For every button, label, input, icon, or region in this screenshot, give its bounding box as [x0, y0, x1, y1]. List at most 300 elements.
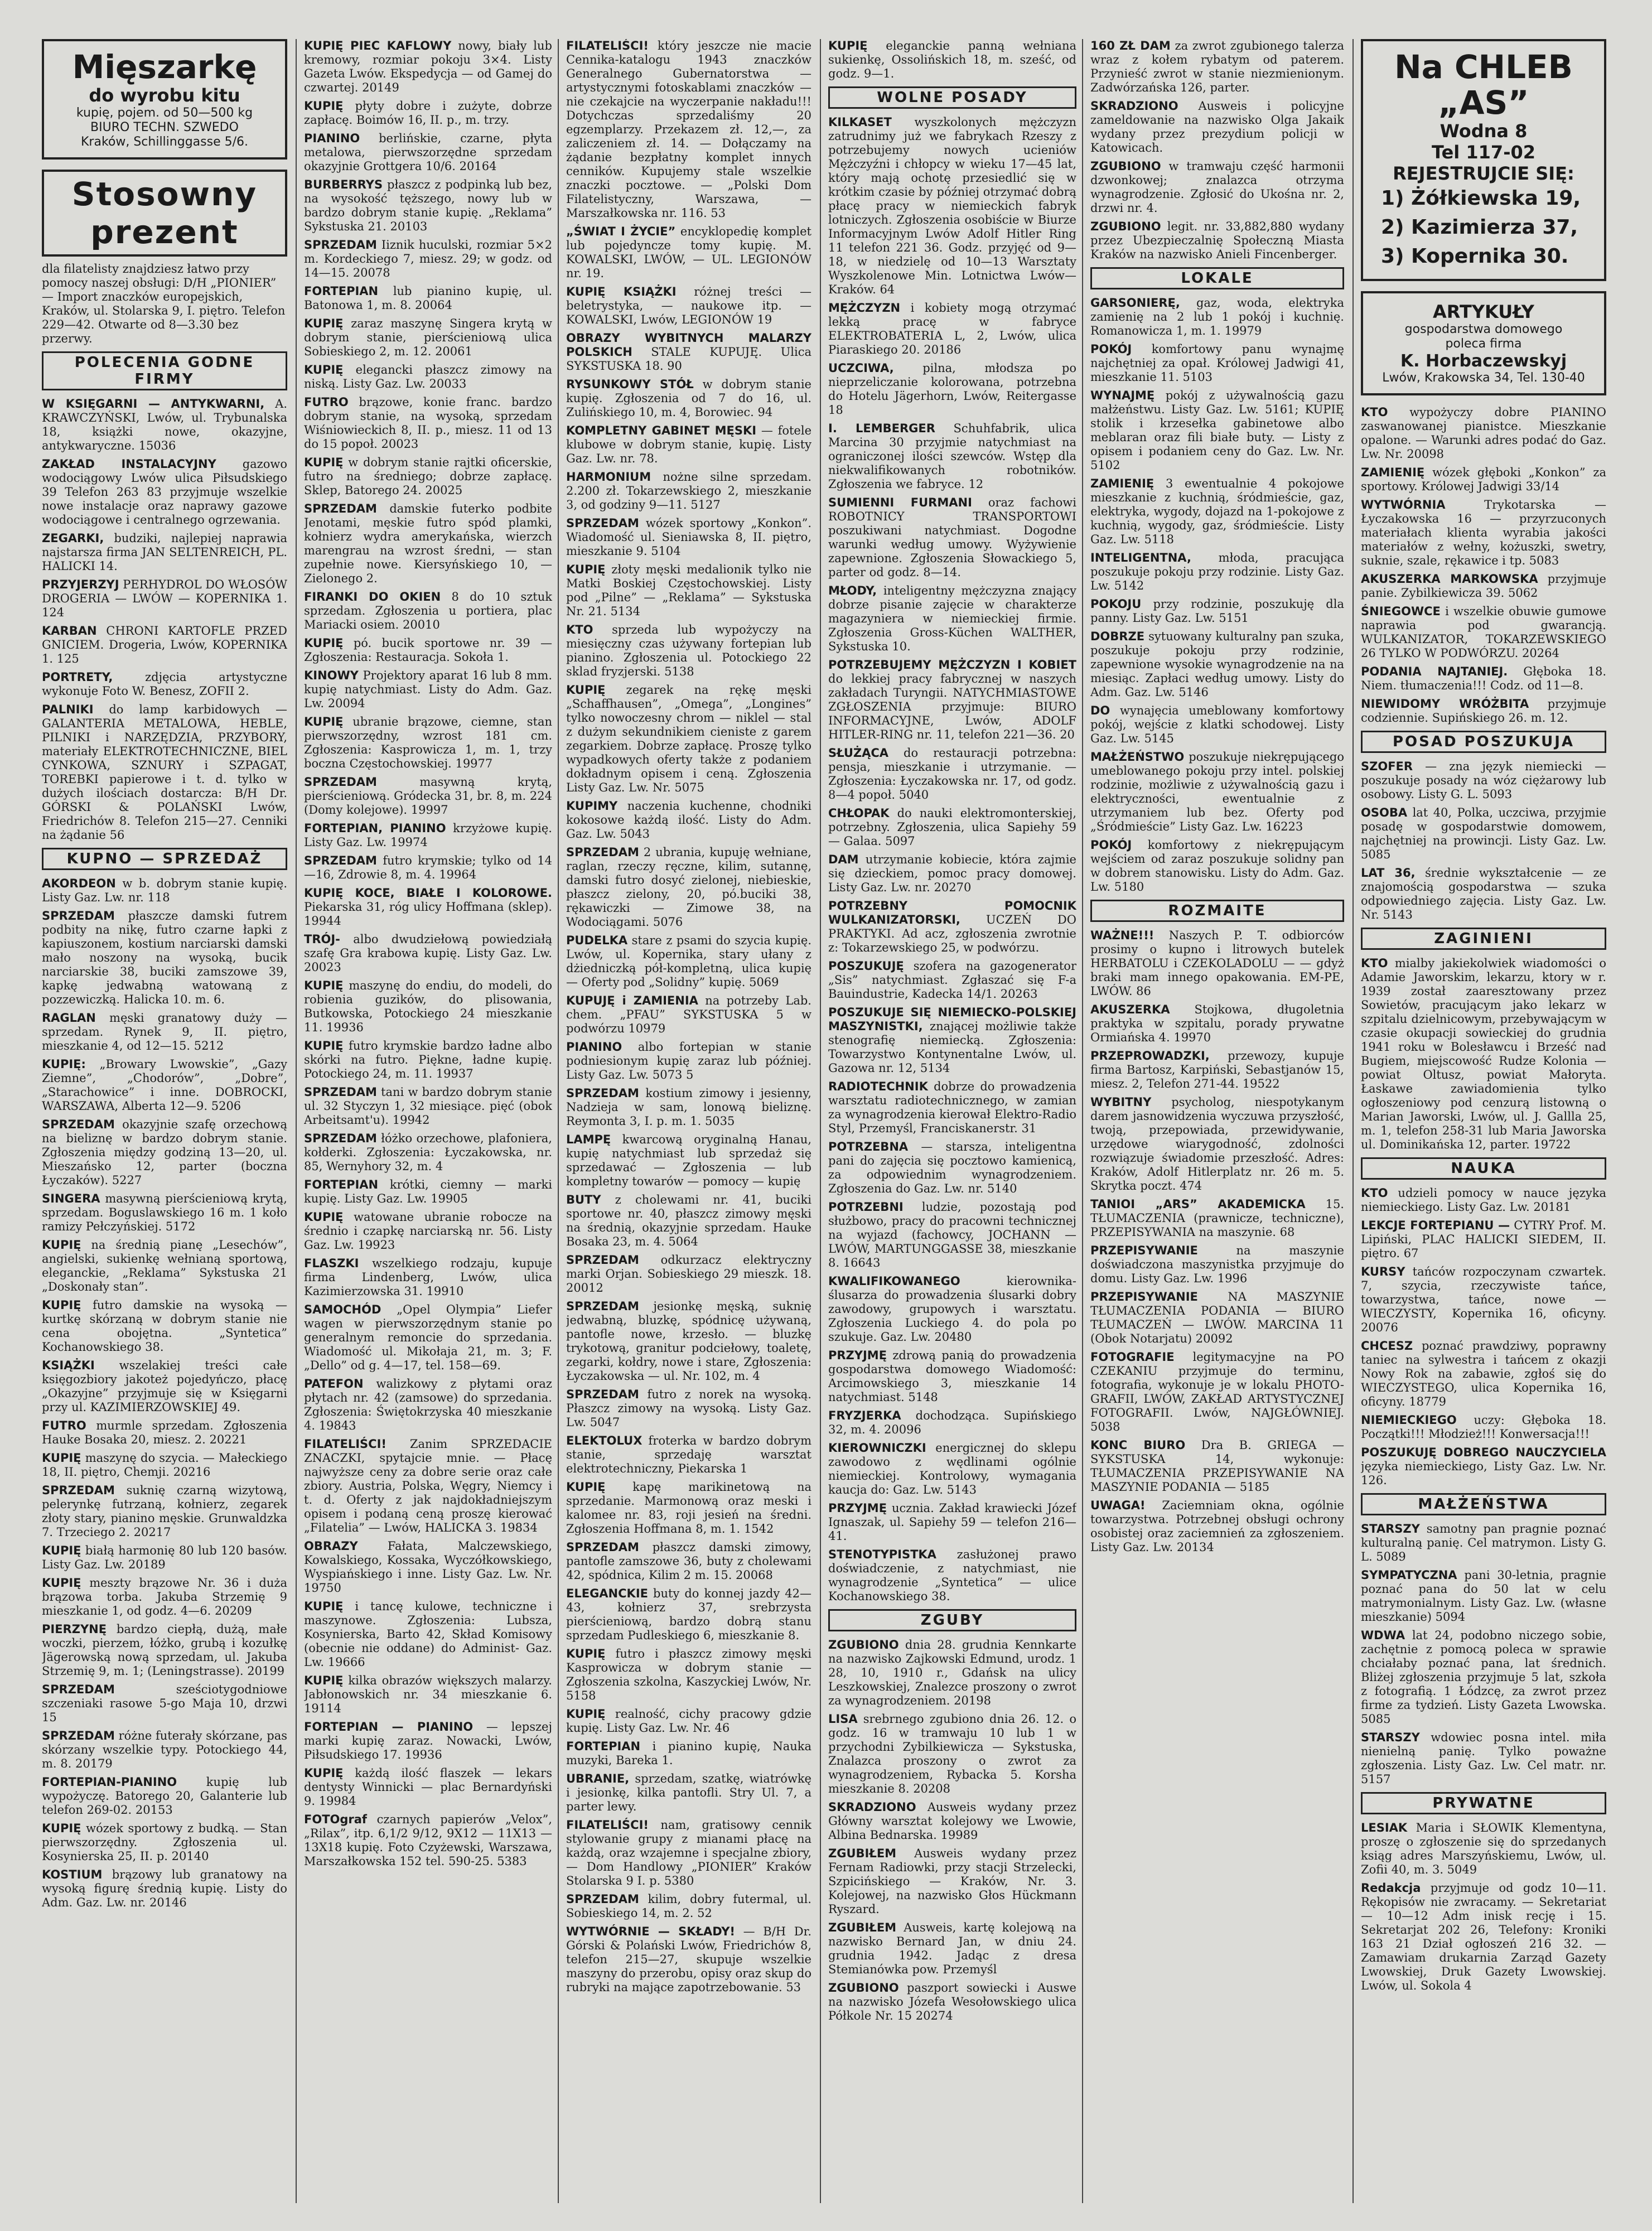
ad-text: maszynę do szycia. — Małeckiego 18, II. piętro, Chemji. 20216 [42, 1451, 287, 1479]
ad-text: PERHYDROL DO WŁOSÓW DROGERIA — LWÓW — KOPERNIKA 1. 124 [42, 578, 287, 619]
ad-keyword: ZGUBIONO [828, 1981, 899, 1995]
ad-keyword: RADIOTECHNIK [828, 1080, 928, 1093]
ad-text: w dobrym stanie kupię. Zgłoszenia od 7 do 16, ul. Zulińskiego 10, m. 4, Borowiec. 94 [566, 378, 811, 419]
ad-text: za zwrot zgubionego talerza wraz z kołem rybatym od paterem. Przynieść zwrot w stanie niezmienionym. Zadwórzańska 126, parter. [1090, 39, 1344, 94]
classified-ad [1361, 1186, 1606, 1214]
section-heading: ZGUBY [828, 1609, 1076, 1631]
classified-ad [1361, 760, 1606, 801]
classified-ad [828, 1274, 1076, 1344]
ad-keyword: MĘŻCZYZN [828, 301, 901, 315]
ad-keyword: FILATELIŚCI! [304, 1437, 387, 1451]
ad-keyword: SPRZEDAM [304, 854, 377, 867]
ad-text: ucznia. Zakład krawiecki Józef Ignaszak, ul. Sapiehy 59 — telefon 216—41. [828, 1501, 1076, 1543]
ad-text: w dobrym stanie rajtki oficerskie, futro na średniego; dobrze zapłacę. Sklep, Batorego 24. 20025 [304, 456, 552, 497]
ad-keyword: SPRZEDAM [42, 1118, 115, 1131]
classified-ad [566, 1300, 811, 1383]
ad-text: wszelkiego rodzaju, kupuje firma Lindenberg, Lwów, ulica Kazimierzowska 31. 19910 [304, 1257, 552, 1298]
classified-ad [42, 1451, 287, 1479]
ad-keyword: STARSZY [1361, 1522, 1420, 1535]
classified-ad [42, 1419, 287, 1447]
ad-text: w b. dobrym stanie kupię. Listy Gaz. Lw. nr. 118 [42, 877, 287, 904]
classified-ad [566, 1925, 811, 1995]
classified-ad [1090, 630, 1344, 699]
classified-ad [828, 1006, 1076, 1075]
ad-keyword: ZAKŁAD INSTALACYJNY [42, 457, 216, 471]
ad-keyword: AKUSZERKA MARKOWSKA [1361, 572, 1538, 586]
ad-keyword: BUTY [566, 1193, 601, 1206]
ad-text: samotny pan pragnie poznać kulturalną panię. Cel matrymon. Listy G. L. 5089 [1361, 1522, 1606, 1563]
ad-text: „Browary Lwowskie”, „Gazy Ziemne”, „Chodorów”, „Dobre”, „Starachowice” i inne. DOBROCKI, WARSZAWA, Alberta 12—9. 5206 [42, 1057, 287, 1113]
classified-ad [828, 1200, 1076, 1270]
ad-text: energicznej do sklepu zawodowo z wędlinami ogólnie niemieckiej. Kontrolowy, wymagania kaucja do: Gaz. Lw. 5143 [828, 1441, 1076, 1496]
classified-ad [42, 1118, 287, 1187]
ad-keyword: PUDELKA [566, 934, 628, 947]
ad-text: stare z psami do szycia kupię. Lwów, ul. Kopernika, stary ułany z dżiedniczką pół-kompletną, ulica kupię — Oferty pod „Solidny” kupię. 5069 [566, 934, 811, 989]
classified-ad [566, 1388, 811, 1430]
box-title: Na CHLEB [1394, 48, 1573, 86]
ad-keyword: ZGUBIŁEM [828, 1847, 897, 1860]
classified-ad [304, 1257, 552, 1298]
classified-ad [1361, 1219, 1606, 1261]
ad-keyword: FUTRO [304, 395, 349, 409]
ad-text: dla filatelisty znajdziesz łatwo przy pomocy naszej obsługi: D/H „PIONIER” — Import znaczków europejskich, Kraków, ul. Stolarska 9, I. piętro. Telefon 229—42. Otwarte od 8—3.30 bez przerwy. [42, 262, 286, 345]
ad-keyword: KUPIĘ [304, 715, 344, 728]
ad-keyword: KUPIĘ [304, 1039, 344, 1052]
classified-ad [566, 623, 811, 679]
ad-keyword: KURSY [1361, 1265, 1405, 1278]
ad-keyword: AKORDEON [42, 877, 116, 890]
ad-text: znającej możliwie także stenografię niemiecką. Zgłoszenia: Towarzystwo Kontynentalne Lwów, ul. Gazowa nr. 12, 5134 [828, 1020, 1076, 1075]
ad-text: suknię czarną wizytową, pelerynkę futrzaną, kołnierz, zegarek złoty stary, pianino męskie. Grunwaldzka 7. Trzeciego 2. 20217 [42, 1484, 287, 1539]
ad-text: futro i płaszcz zimowy męski Kasprowicza w dobrym stanie — Zgłoszenia szkolna, Kaszyckiej Lwów, Nr. 5158 [566, 1647, 811, 1702]
box-line: Tel 117-02 [1432, 142, 1535, 163]
classified-ad [828, 959, 1076, 1001]
ad-text: naczenia kuchenne, chodniki kokosowe każdą ilość. Listy do Adm. Gaz. Lw. 5043 [566, 799, 811, 841]
classified-ad [42, 670, 287, 698]
ad-keyword: KUPIĘ [304, 1766, 344, 1780]
ad-text: kostium zimowy i jesienny, Nadzieja w sam, lonową bieliznę. Reymonta 3, I. p. m. 1. 5035 [566, 1086, 811, 1128]
ad-keyword: KUPIĘ [304, 636, 344, 650]
ad-keyword: ZAMIENIĘ [1361, 466, 1425, 479]
classified-ad [1361, 806, 1606, 862]
ad-text: oraz fachowi ROBOTNICY TRANSPORTOWI poszukiwani natychmiast. Dogodne warunki według umowy. Wyżywienie zapewnione. Zgłoszenia Słowackiego 5, parter od godz. 8—14. [828, 496, 1076, 579]
ad-text: młoda, pracująca poszukuje pokoju przy rodzinie. Listy Gaz. Lw. 5142 [1090, 551, 1344, 592]
ad-keyword: SUMIENNI FURMANI [828, 496, 972, 509]
box-line: BIURO TECHN. SZWEDO [90, 120, 239, 134]
ad-text: A. KRAWCZYŃSKI, Lwów, ul. Trybunalska 18, książki nowe, okazyjne, antykwaryczne. 15036 [42, 397, 287, 452]
ad-keyword: SŁUŻĄCA [828, 746, 889, 760]
ad-keyword: KUPIĘ [304, 363, 344, 376]
ad-text: zdjęcia artystyczne wykonuje Foto W. Benesz, ZOFII 2. [42, 670, 287, 698]
ad-text: Zanim SPRZEDACIE ZNACZKI, spytajcie mnie. — Płacę najwyższe ceny za dobre serie oraz całe zbiory. Austria, Polska, Węgry, Niemcy i t. d. Oferty z jak najdokładniejszym opisem i podaną ceną proszę kierować „Filatelia” — Lwów, HALICKA 3. 19834 [304, 1437, 552, 1534]
ad-keyword: POSZUKUJĘ [828, 959, 904, 973]
classified-ad [1090, 39, 1344, 95]
classified-ad [828, 1548, 1076, 1604]
ad-keyword: KINOWY [304, 669, 359, 682]
ad-keyword: FIRANKI DO OKIEN [304, 590, 441, 603]
ad-text: albo fortepian w stanie podniesionym kupię zaraz lub później. Listy Gaz. Lw. 5073 5 [566, 1040, 811, 1081]
ad-keyword: KUPIĘ [42, 1451, 81, 1465]
section-heading: ZAGINIENI [1361, 928, 1606, 950]
box-address: 3) Kopernika 30. [1381, 245, 1569, 268]
ad-box-mieszarke [42, 39, 287, 160]
ad-text: ludzie, pozostają pod służbowo, pracy do pracowni technicznej na wyjazd (fachowcy, JOCHANN — LWÓW, MARTUNGGASSE 38, mieszkanie 8. 16643 [828, 1200, 1076, 1269]
ad-keyword: GARSONIERĘ, [1090, 296, 1180, 310]
classified-ad [566, 516, 811, 558]
ad-keyword: KUPIĘ [566, 683, 606, 697]
classified-ad [828, 39, 1076, 81]
ad-keyword: UBRANIE, [566, 1772, 630, 1785]
classified-ad [304, 1303, 552, 1373]
ad-keyword: KUPIĘ [828, 39, 868, 52]
ad-keyword: PALNIKI [42, 703, 94, 716]
ad-text: Ausweis wydany przez Główny warsztat kolejowy we Lwowie, Albina Bednarska. 19989 [828, 1800, 1076, 1842]
ad-text: zasłużonej prawo doświadczenie, z natychmiast, nie wynagrodzenie „Syntetica” — ulice Kochanowskiego 38. [828, 1548, 1076, 1603]
classified-ad [1090, 1290, 1344, 1346]
classified-ad [828, 1800, 1076, 1842]
box-line: kupię, pojem. od 50—500 kg [76, 106, 253, 120]
ad-keyword: MAŁŻEŃSTWO [1090, 750, 1185, 764]
ad-text: lat 40, Polka, uczciwa, przyjmie posadę w gospodarstwie domowem, najchętniej na prowincji. Listy Gaz. Lw. 5085 [1361, 806, 1606, 861]
classified-ad [304, 1539, 552, 1595]
ad-keyword: AKUSZERKA [1090, 1003, 1170, 1016]
classified-ad [304, 1437, 552, 1535]
classified-ad [566, 39, 811, 220]
ad-keyword: FORTEPIAN [304, 1178, 379, 1191]
ad-keyword: LESIAK [1361, 1821, 1408, 1834]
classified-ad [42, 1359, 287, 1414]
ad-text: sprzedam, szatkę, wiatrówkę i jesionkę, kilka pantofli. Stry Ul. 7, a parter lewy. [566, 1772, 811, 1813]
ad-keyword: KILKASET [828, 115, 892, 129]
ad-keyword: TANIOI „ARS” AKADEMICKA [1090, 1197, 1306, 1211]
classified-ad [1361, 1568, 1606, 1624]
ad-text: Ausweis wydany przez Fernam Radiowki, przy stacji Strzelecki, Szpicińskiego — Kraków, Nr. 3. Kolejowej, na nazwisko Głos Hückmann Ryszard. [828, 1847, 1076, 1916]
classified-ad [1090, 1095, 1344, 1193]
ad-keyword: SPRZEDAM [566, 1892, 639, 1906]
ad-keyword: KTO [1361, 405, 1388, 419]
ad-keyword: I. LEMBERGER [828, 422, 935, 435]
ad-keyword: CHŁOPAK [828, 807, 890, 820]
ad-keyword: UCZCIWA, [828, 361, 894, 375]
ad-keyword: KUPIĘ [304, 99, 344, 113]
ad-keyword: DOBRZE [1090, 630, 1145, 643]
classified-ad [304, 39, 552, 95]
ad-text: Ausweis i policyjne zameldowanie na nazwisko Olga Jakaik wydany przez prezydium policji w Katowicach. [1090, 99, 1344, 154]
classified-ad [828, 422, 1076, 491]
ad-keyword: KONC BIURO [1090, 1438, 1186, 1452]
ad-text: Dra B. GRIEGA — SYKSTUSKA 14, wykonuje: TŁUMACZENIA PRZEPISYWANIE NA MASZYNIE PODANIA — 5185 [1090, 1438, 1344, 1494]
ad-keyword: WYNAJMĘ [1090, 389, 1155, 402]
ad-keyword: POTRZEBUJEMY MĘŻCZYZN I KOBIET [828, 658, 1076, 672]
ad-text: uczy: Głęboka 18. Początki!!! Młodzież!!! Konwersacja!!! [1361, 1413, 1606, 1441]
ad-text: albo dwudziełową powiedziałą szafę Gra krabowa kupię. Listy Gaz. Lw. 20023 [304, 933, 552, 974]
classified-ad [1090, 220, 1344, 262]
ad-text: z cholewami nr. 41, buciki sportowe nr. 40, płaszcz zimowy męski na średnią, okazyjnie sprzedam. Hauke Bosaka 23, m. 4. 5064 [566, 1193, 811, 1248]
classified-ad [566, 1647, 811, 1703]
classified-ad [566, 225, 811, 281]
classified-ad [566, 470, 811, 512]
classified-ad [828, 361, 1076, 417]
ad-keyword: WDWA [1361, 1629, 1405, 1642]
classified-ad [304, 822, 552, 849]
ad-text: wypożyczy dobre PIANINO zaswanowanej pianistce. Mieszkanie opalone. — Warunki adres podać do Gaz. Lw. Nr. 20098 [1361, 405, 1606, 461]
ad-keyword: KUPIĘ [304, 1600, 344, 1613]
ad-text: który jeszcze nie macie Cennika-katalogu 1943 znaczków Generalnego Gubernatorstwa — artystycznymi fotoskablami znaczków — nie czekajcie na wyczerpanie nakładu!!! Dotychczas sprzedaliśmy 20 egzemplarzy. Przekazem zł. 12,—, za zaliczeniem zł. 14. — Dołączamy na żądanie bezpłatny komplet innych cenników. Kupujemy stale wszelkie znaczki pocztowe. — „Polski Dom Filatelistyczny, Warszawa, — Marszałkowska nr. 116. 53 [566, 39, 811, 220]
classified-ad [828, 1847, 1076, 1916]
column-6 [1361, 39, 1606, 2225]
ad-text: eleganckie panną wełniana sukienkę, Ossolińskich 18, m. sześć, od godz. 9—1. [828, 39, 1076, 80]
ad-text: przyjmuje od godz 10—11. Rękopisów nie zwracamy. — Sekretariat — 10—12 Adm inisk recję i 15. Sekretarjat 202 26, Telefony: Kroniki 163 21 Dział ogłoszeń 216 32. — Zamawiam drukarnia Zarząd Gazety Lwowskiej, Druk Gazety Lwowskiej. Lwów, ul. Sokola 4 [1361, 1881, 1606, 1992]
ad-text: legit. nr. 33,882,880 wydany przez Ubezpieczalnię Społeczną Miasta Kraków na nazwisko Anieli Fincenberger. [1090, 220, 1344, 261]
classified-ad [304, 590, 552, 632]
classified-ad [1090, 342, 1344, 384]
ad-text: nam, gratisowy cennik stylowanie grupy z mianami płacę na każdą, oraz wzajemne i specjalne zbiory, — Dom Handlowy „PIONIER” Kraków Stolarska 9 I. p. 5380 [566, 1818, 811, 1887]
classified-ad [304, 284, 552, 312]
classified-ad [42, 1729, 287, 1771]
ad-keyword: WYTWÓRNIA [1361, 498, 1446, 511]
ad-keyword: KUPIĘ [304, 456, 344, 469]
ad-keyword: SINGERA [42, 1192, 100, 1205]
ad-text: Trykotarska — Łyczakowska 16 — przyrzuconych materiałach klienta wyrabia jakości materiałów z wełny, kożuszki, swetry, suknie, szale, rękawice i tp. 5083 [1361, 498, 1606, 567]
ad-text: sytuowany kulturalny pan szuka, poszukuje pokoju przy rodzinie, zapewnione wysokie wynagrodzenie na na miesiąc. Zapłaci według umowy. Listy do Adm. Gaz. Lw. 5146 [1090, 630, 1344, 699]
ad-list [1361, 405, 1606, 1993]
ad-text: elegancki płaszcz zimowy na niską. Listy Gaz. Lw. 20033 [304, 363, 552, 390]
classified-ad [828, 1441, 1076, 1497]
ad-keyword: FOTOGRAFIE [1090, 1350, 1175, 1364]
ad-keyword: POSZUKUJĘ DOBREGO NAUCZYCIELA [1361, 1446, 1606, 1459]
ad-keyword: PIANINO [304, 132, 360, 145]
classified-ad [1090, 477, 1344, 547]
classified-ad [1090, 1438, 1344, 1494]
ad-text: brązowy lub granatowy na wysoką figurę średnią kupię. Listy do Adm. Gaz. Lw. nr. 20146 [42, 1868, 287, 1909]
classified-ad [304, 363, 552, 391]
ad-text: realność, cichy pracowy gdzie kupię. Listy Gaz. Lw. Nr. 46 [566, 1707, 811, 1735]
ad-keyword: FORTEPIAN-PIANINO [42, 1775, 177, 1789]
ad-keyword: POKÓJ [1090, 342, 1132, 356]
ad-keyword: SPRZEDAM [42, 1729, 115, 1742]
classified-ad [304, 1674, 552, 1716]
classified-ad [42, 1057, 287, 1113]
ad-text: futro krymskie bardzo ładne albo skórki na futro. Piękne, ładne kupię. Potockiego 24, m. 11. 19937 [304, 1039, 552, 1080]
ad-text: gazowo wodociągowy Lwów ulica Piłsudskiego 39 Telefon 263 83 przyjmuje wszelkie nowe instalacje oraz naprawy gazowe wodociągowe i centralnego ogrzewania. [42, 457, 287, 527]
ad-keyword: KUPIMY [566, 799, 618, 813]
box-line: Wodna 8 [1440, 120, 1528, 142]
classified-ad [1361, 866, 1606, 922]
ad-keyword: ZEGARKI, [42, 532, 104, 545]
ad-keyword: PRZYJMĘ [828, 1349, 887, 1362]
ad-keyword: SPRZEDAM [304, 1085, 377, 1099]
classified-ad [304, 1766, 552, 1808]
ad-text: na średnią pianę „Lesechów”, angielski, sukienkę wełnianą sportową, eleganckie, „Reklama” Sykstuska 21 „Doskonały stan”. [42, 1238, 287, 1293]
ad-keyword: DAM [828, 853, 859, 866]
ad-text: UCZEŃ DO PRAKTYKI. Ad acz, zgłoszenia zwrotnie z: Tokarzewskiego 25, w podwórzu. [828, 913, 1076, 954]
ad-text: średnie wykształcenie — ze znajomością gospodarstwa — szuka odpowiedniego zajęcia. Listy Gaz. Lw. Nr. 5143 [1361, 866, 1606, 921]
ad-text: legitymacyjne na PO CZEKANIU przyjmuje do terminu, fotografia, wykonuje je w lokalu PHOTO-GRAFII, LWÓW, ZAKŁAD ARTYSTYCZNEJ FOTOGRAFII. Lwów, NAJGŁÓWNIEJ. 5038 [1090, 1350, 1344, 1433]
ad-text: płaszcze damski futrem podbity na nikę, futro czarne łapki z kapiuszonem, kostium narciarski damski mało noszony na wysoką, bucik narciarskie 38, buciki zamszowe 39, kapkę jedwabną watowaną z pozzewiczką. Halicka 10. m. 6. [42, 909, 287, 1006]
ad-keyword: STENOTYPISTKA [828, 1548, 936, 1561]
ad-text: froterka w bardzo dobrym stanie, sprzedaję warsztat elektrotechniczny, Piekarska 1 [566, 1434, 811, 1475]
ad-keyword: SKRADZIONO [828, 1800, 916, 1814]
classified-ad [566, 1541, 811, 1582]
ad-text: i pianino kupię, Nauka muzyki, Bareka 1. [566, 1740, 811, 1767]
ad-keyword: KUPIĘ [566, 563, 606, 576]
ad-keyword: SPRZEDAM [566, 1086, 639, 1100]
ad-text: i wszelkie obuwie gumowe naprawia pod gwarancją. WULKANIZATOR, TOKARZEWSKIEGO 26 TYLKO W PODWÓRZU. 20264 [1361, 605, 1606, 660]
classified-ad [1090, 929, 1344, 998]
classified-ad [828, 1409, 1076, 1437]
classified-ad [566, 1818, 811, 1888]
ad-keyword: KUPIĘ [42, 1576, 81, 1590]
box-line: Kraków, Schillinggasse 5/6. [80, 135, 248, 149]
classified-ad [304, 636, 552, 664]
ad-text: Piekarska 31, róg ulicy Hoffmana (sklep). 19944 [304, 900, 552, 928]
ad-text: do lamp karbidowych — GALANTERIA METALOWA, HEBLE, PILNIKI i NARZĘDZIA, PRZYBORY, materiały ELEKTROTECHNICZNE, BIEL CYNKOWA, SZNURY i SZPAGAT, TOREBKI papierowe i t. d. tylko w dużych ilościach dostarcza: B/H Dr. GÓRSKI & POLAŃSKI Lwów, Friedrichów 8. Telefon 215—27. Cenniki na żądanie 56 [42, 703, 287, 842]
ad-text: berlińskie, czarne, płyta metalowa, pierwszorzędne sprzedam okazyjnie Grottgera 10/6. 20164 [304, 132, 552, 173]
classified-ad [42, 877, 287, 905]
ad-keyword: SPRZEDAM [42, 909, 115, 923]
box-line: REJESTRUJCIE SIĘ: [1393, 163, 1574, 184]
classified-ad [304, 1210, 552, 1252]
ad-keyword: 160 ZŁ DAM [1090, 39, 1171, 52]
classified-ad [304, 317, 552, 359]
ad-keyword: KUPIĘ [42, 1238, 81, 1252]
ad-keyword: KUPIĘ KOCE, BIAŁE I KOLOROWE. [304, 886, 552, 900]
ad-keyword: OSOBA [1361, 806, 1408, 819]
classified-ad [42, 624, 287, 666]
ad-keyword: KUPIĘ KSIĄŻKI [566, 285, 677, 298]
ad-text: Fałata, Malczewskiego, Kowalskiego, Kossaka, Wyczółkowskiego, Wyspiańskiego i inne. Listy Gaz. Lw. Nr. 19750 [304, 1539, 552, 1595]
ad-text: przewozy, kupuje firma Bartosz, Karpiński, Sebastjanów 15, miesz. 2, Telefon 271-44. 19522 [1090, 1049, 1344, 1090]
ad-text: Ausweis, kartę kolejową na nazwisko Bernard Jan, w dniu 24. grudnia 1942. Jadąc z dresa Stemianówka pow. Przemyśl [828, 1921, 1076, 1976]
ad-text: watowane ubranie robocze na średnio i czapkę narciarską nr. 56. Listy Gaz. Lw. 19923 [304, 1210, 552, 1252]
column-3 [566, 39, 811, 2225]
classified-ad [304, 1178, 552, 1206]
ad-keyword: NIEWIDOMY WRÓŻBITA [1361, 697, 1529, 711]
classified-ad [1361, 405, 1606, 461]
ad-keyword: ZGUBIONO [1090, 220, 1161, 233]
classified-ad [566, 1086, 811, 1128]
classified-ad [1090, 389, 1344, 472]
ad-text: zdrową panią do prowadzenia gospodarstwa domowego Wiadomość: Arcimowskiego 3, mieszkanie 14 natychmiast. 5148 [828, 1349, 1076, 1404]
ad-box-chleb-as [1361, 39, 1606, 281]
column-2 [304, 39, 552, 2225]
classified-ad [1361, 1339, 1606, 1409]
ad-keyword: LEKCJE FORTEPIANU — [1361, 1219, 1510, 1232]
ad-text: STALE KUPUJĘ. Ulica SYKSTUSKA 18. 90 [566, 345, 811, 373]
section-heading: POSAD POSZUKUJA [1361, 731, 1606, 753]
ad-keyword: KUPIĘ [304, 1210, 344, 1224]
classified-ad [304, 886, 552, 928]
ad-text: jesionkę męską, suknię jedwabną, bluzkę, spódnicę używaną, pantofle nowe, krzesło. — bluzkę trykotową, granitur podciełowy, toaletę, zegarki, kołdry, nowe i stare, Zgłoszenia: Łyczakowska — ul. Nr. 102, m. 4 [566, 1300, 811, 1383]
classified-ad [304, 456, 552, 498]
ad-text: kwarcową oryginalną Hanau, kupię natychmiast lub sprzedaż się sprzedawać — Zgłoszenia — lub kompletny towarów — pomocy — kupię [566, 1133, 811, 1188]
ad-text: wyszkolonych mężczyzn zatrudnimy już we fabrykach Rzeszy z potrzebujemy nowych ucieniów Mężczyźni i chłopcy w wieku 17—45 lat, który mają ochotę przesiedlić się w krótkim czasie by później otrzymać dobrą płacę pracy w niemieckich fabryk lotniczych. Zgłoszenia osobiście w Biurze Informacyjnym Lwów Adolf Hitler Ring 11 telefon 221 36. Godz. przyjęć od 9—18, w niedzielę od 10—13 Warsztaty Wyszkolenowe Min. Lotnictwa Lwów— Kraków. 64 [828, 115, 1076, 296]
ad-keyword: KTO [1361, 1186, 1388, 1200]
ad-text: wdowiec posna intel. miła nienielną panię. Tylko poważne zgłoszenia. Listy Gaz. Lw. Cel matr. nr. 5157 [1361, 1731, 1606, 1786]
ad-text: płaszcz z podpinką lub bez, na wysokość tęższego, nowy lub w bardzo dobrym stanie kupię. „Reklama” Sykstuska 21. 20103 [304, 178, 552, 233]
ad-keyword: KIEROWNICZKI [828, 1441, 926, 1455]
ad-keyword: SPRZEDAM [566, 1541, 639, 1554]
ad-text: pó. bucik sportowe nr. 39 — Zgłoszenia: Restauracja. Sokoła 1. [304, 636, 552, 664]
ad-text: damskie futerko podbite Jenotami, męskie futro spód plamki, kołnierz wydra amerykańska, wierzch marengrau na wzrost średni, — stan zupełnie nowe. Kiersyńskiego 10, — Zielonego 2. [304, 502, 552, 585]
ad-keyword: POKÓJ [1090, 838, 1132, 852]
ad-keyword: KUPIĘ [42, 1298, 81, 1312]
ad-text: tani w bardzo dobrym stanie ul. 32 Styczyn 1, 32 miesiące. pięć (obok Arbeitsamt'u). 19942 [304, 1085, 552, 1127]
ad-text: futro krymskie; tylko od 14—16, Zdrowie 8, m. 4. 19964 [304, 854, 552, 881]
ad-text: i kobiety mogą otrzymać lekką pracę w fabryce ELEKTROBATERIA L, 2, Lwów, ulica Piaraskiego 20. 20186 [828, 301, 1076, 356]
column-4 [828, 39, 1076, 2225]
ad-text: paszport sowiecki i Auswe na nazwisko Józefa Wesołowskiego ulica Półkole Nr. 15 20274 [828, 1981, 1076, 2022]
ad-keyword: SKRADZIONO [1090, 99, 1178, 113]
classified-ad [566, 683, 811, 795]
classified-ad [42, 1683, 287, 1725]
ad-keyword: SPRZEDAM [566, 516, 639, 530]
ad-list [42, 877, 287, 1910]
ad-keyword: KOSTIUM [42, 1868, 103, 1881]
classified-ad [42, 1484, 287, 1539]
ad-keyword: FORTEPIAN, PIANINO [304, 822, 446, 835]
ad-keyword: STARSZY [1361, 1731, 1420, 1744]
section-heading: MAŁŻEŃSTWA [1361, 1493, 1606, 1515]
ad-text: przy rodzinie, poszukuję dla panny. Listy Gaz. Lw. 5151 [1090, 597, 1344, 625]
classified-ad [304, 1600, 552, 1669]
ad-text: buty do konnej jazdy 42—43, kołnierz 37, srebrzysta pierścieniową, bardzo dobrą stanu sprzedam Pudleskiego 6, mieszkanie 8. [566, 1587, 811, 1642]
ad-text: różnej treści — beletrystyka, — naukowe itp. — KOWALSKI, Lwów, LEGIONÓW 19 [566, 285, 811, 326]
classified-ad [304, 669, 552, 711]
classified-ad [566, 424, 811, 466]
classified-ad [42, 1822, 287, 1863]
ad-text: budziki, najlepiej naprawia najstarsza firma JAN SELTENREICH, PL. HALICKI 14. [42, 532, 287, 573]
classified-ad [1361, 1821, 1606, 1877]
ad-keyword: LAMPĘ [566, 1133, 611, 1146]
classified-ad [828, 1349, 1076, 1404]
classified-ad [828, 496, 1076, 580]
ad-text: łóżko orzechowe, plafoniera, kołderki. Zgłoszenia: Łyczakowska, nr. 85, Wernyhory 32, m. 4 [304, 1132, 552, 1173]
box-address: 2) Kazimierza 37, [1381, 216, 1578, 239]
ad-keyword: KOMPLETNY GABINET MĘSKI [566, 424, 757, 437]
ad-list [42, 397, 287, 842]
ad-text: futro z norek na wysoką. Płaszcz zimowy na wysoką. Listy Gaz. Lw. 5047 [566, 1388, 811, 1429]
ad-keyword: SPRZEDAM [566, 1253, 639, 1267]
ad-text: kupię lub wypożyczę. Batorego 20, Galanterie lub telefon 269-02. 20153 [42, 1775, 287, 1817]
ad-text: zegarek na rękę męski „Schaffhausen”, „Omega”, „Longines” tylko nowoczesny chrom — niklel — stal z dużym sekundnikiem cieniste z garem zegarkiem. Dobrze zapłacę. Proszę tylko wypadkowych oferty także z podaniem dokładnym opisem i ceną. Zgłoszenia Listy Gaz. Lw. Nr. 5075 [566, 683, 811, 794]
ad-text: gaz, woda, elektryka zamienię na 2 lub 1 pokój i kuchnię. Romanowicza 1, m. 1. 19979 [1090, 296, 1344, 337]
ad-keyword: ELEGANCKIE [566, 1587, 648, 1600]
ad-text: mialby jakiekolwiek wiadomości o Adamie Jaworskim, lekarzu, ktory w r. 1939 został zaaresztowany przez Sowietów, pracującym jako lekarz w szpitalu dzielnicowym, przebywającym w czasie okupacji sowieckiej do grudnia 1941 roku w Bolesławcu i Brześć nad Bugiem, miejscowość Rudze Kolonia — powiat Oltusz, powiat Małoryta. Łaskawe zawiadomienia tylko ogłoszeniowy pod cenzurą listowną o Marian Jaworski, Lwów, ul. J. Gallla 25, m. 1, telefon 258-31 lub Maria Jaworska ul. Dominikańska 12, parter. 19722 [1361, 957, 1606, 1151]
classified-ad [828, 1981, 1076, 2023]
section-heading: PRYWATNE [1361, 1792, 1606, 1814]
ad-keyword: KUPIĘ [42, 1544, 81, 1557]
ad-text: czarnych papierów „Velox”, „Rilax”, itp. 6,1/2 9/12, 9X12 — 11X13 — 13X18 kupię. Foto Czyżewski, Warszawa, Marszałkowska 152 tel. 590-25. 5383 [304, 1813, 552, 1868]
ad-keyword: FORTEPIAN [566, 1740, 641, 1753]
ad-text: ubranie brązowe, ciemne, stan pierwszorzędny, wzrost 181 cm. Zgłoszenia: Kasprowicza 1, m. 1, trzy boczna Częstochowskiej. 19977 [304, 715, 552, 770]
classified-ad [1090, 160, 1344, 215]
classified-ad [1361, 466, 1606, 494]
classified-ad [304, 1039, 552, 1081]
classified-ad [566, 331, 811, 373]
ad-text: krótki, ciemny — marki kupię. Listy Gaz. Lw. 19905 [304, 1178, 552, 1205]
ad-text: maszynę do endiu, do modeli, do robienia guzików, do plisowania, Butkowska, Potockiego 24 mieszkanie 11. 19936 [304, 979, 552, 1034]
ad-text: odkurzacz elektryczny marki Orjan. Sobieskiego 29 mieszk. 18. 20012 [566, 1253, 811, 1295]
classified-ad [1361, 1446, 1606, 1488]
ad-text: wózek sportowy z budką. — Stan pierwszorzędny. Zgłoszenia ul. Kosynierska 25, II. p. 20140 [42, 1822, 287, 1863]
ad-text: do lekkiej pracy fabrycznej w naszych zakładach Turyngii. NATYCHMIASTOWE ZGŁOSZENIA przyjmuje: BIURO INFORMACYJNE, Lwów, ADOLF HITLER-RING nr. 11, telefon 221—36. 20 [828, 672, 1076, 741]
ad-keyword: KSIĄŻKI [42, 1359, 95, 1372]
ad-keyword: SPRZEDAM [566, 846, 639, 859]
classified-ad [566, 1434, 811, 1476]
box-title: Mięszarkę [72, 48, 257, 86]
classified-ad [828, 1140, 1076, 1196]
